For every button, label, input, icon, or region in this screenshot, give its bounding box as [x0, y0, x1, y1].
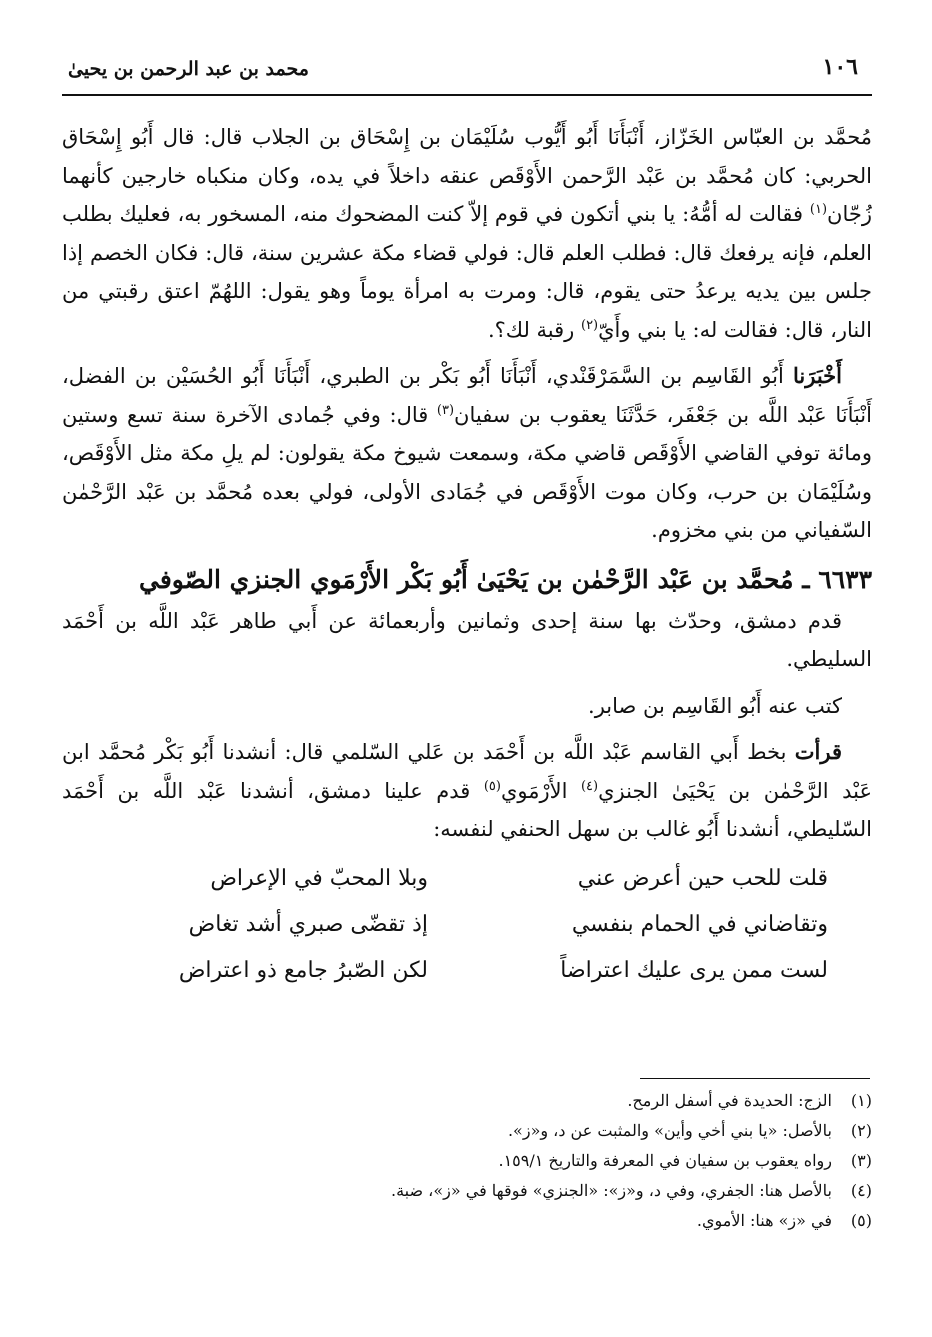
- paragraph-4: كتب عنه أَبُو القَاسِم بن صابر.: [588, 693, 842, 718]
- footnote-number: (١): [850, 1091, 872, 1110]
- paragraph-3: قدم دمشق، وحدّث بها سنة إحدى وثمانين وأربعمائة عن أَبي طاهر عَبْد اللَّه بن أَحْمَد السليطي.: [62, 608, 872, 671]
- running-title: محمد بن عبد الرحمن بن يحيىٰ: [68, 58, 309, 80]
- footnote-ref-3: (٣): [436, 402, 455, 418]
- footnote-number: (٣): [850, 1151, 872, 1170]
- verse-second-hemistich: لكن الصّبرُ جامع ذو اعتراض: [178, 958, 428, 984]
- footnote-text: بالأصل: «يا بني أخي وأين» والمثبت عن د، و«ز».: [507, 1121, 832, 1140]
- footnotes: [62, 1086, 872, 1236]
- paragraph-2-lead: أَخْبَرَنا: [793, 363, 842, 388]
- footnote-text: في «ز» هنا: الأموي.: [696, 1211, 832, 1230]
- footnote-ref-1: (١): [809, 202, 828, 217]
- footnote-text: بالأصل هنا: الجفري، وفي د، و«ز»: «الجنزي» فوقها في «ز»، ضبة.: [391, 1181, 832, 1200]
- header-rule: [62, 94, 872, 96]
- footnote: [62, 1146, 872, 1176]
- verse-first-hemistich: لست ممن يرى عليك اعتراضاً: [560, 958, 828, 984]
- footnote-number: (٤): [850, 1181, 872, 1200]
- paragraph-2: أَخْبَرَنا أَبُو القَاسِم بن السَّمَرْقَنْدي، أَنْبَأَنَا أَبُو بَكْر بن الطبري، أَنْبَأَنَا أَبُو الحُسَيْن بن الفضل، أَنْبَأَنَا عَبْد اللَّه بن جَعْفَر، حَدَّثَنَا يعقوب بن سفيان$^{(٣)}$ قال: وفي جُمادى الآخرة سنة تسع وستين ومائة توفي القاضي الأَوْقَص قاضي مكة، وسمعت شيوخ مكة يقولون: لم يلِ مكة مثل الأَوْقَص، وسُلَيْمَان بن حرب، وكان موت الأَوْقَص في جُمَادى الأولى، فولي بعده مُحمَّد بن عَبْد الرَّحْمٰن السّفياني من بني مخزوم.: [62, 363, 872, 542]
- main-text: [62, 118, 872, 995]
- paragraph-5: قرأت بخط أَبي القاسم عَبْد اللَّه بن أَحْمَد بن عَلي السّلمي قال: أنشدنا أَبُو بَكْر مُحمَّد ابن عَبْد الرَّحْمٰن بن يَحْيَىٰ الجنزي$^{(٤)}$ الأَرْمَوي$^{(٥)}$ قدم علينا دمشق، أنشدنا عَبْد اللَّه بن أَحْمَد السّليطي، أنشدنا أَبُو غالب بن سهل الحنفي لنفسه:: [62, 739, 872, 841]
- footnote-number: (٢): [850, 1121, 872, 1140]
- paragraph-5-lead: قرأت: [794, 739, 842, 764]
- footnote-text: الزج: الحديدة في أسفل الرمح.: [627, 1091, 832, 1110]
- footnote: [62, 1116, 872, 1146]
- poem-verse: [62, 949, 872, 995]
- verse-second-hemistich: إذ تقضّى صبري أشد تغاض: [188, 912, 428, 938]
- footnote: [62, 1176, 872, 1206]
- page-header: [62, 52, 872, 92]
- footnote-text: رواه يعقوب بن سفيان في المعرفة والتاريخ ١٥٩/١.: [498, 1151, 832, 1170]
- footnote: [62, 1206, 872, 1236]
- footnote: [62, 1086, 872, 1116]
- verse-first-hemistich: قلت للحب حين أعرض عني: [577, 866, 828, 892]
- poem-verse: [62, 903, 872, 949]
- paragraph-1: مُحمَّد بن العبّاس الخَزّاز، أَنْبَأَنَا أَبُو أَيُّوب سُلَيْمَان بن إِسْحَاق بن الجلاب قال: قال أَبُو إِسْحَاق الحربي: كان مُحمَّد بن عَبْد الرَّحمن الأَوْقَص عنقه داخلاً في يده، وكان منكباه خارجين كأنهما زُجّان$^{(١)}$ فقالت له أمُّهُ: يا بني أتكون في قوم إلاّ كنت المضحوك منه، المسخور به، فعليك بطلب العلم، فإنه يرفعك قال: فطلب العلم قال: فولي قضاء مكة عشرين سنة، قال: فكان الخصم إذا جلس بين يديه يرعدُ حتى يقوم، قال: ومرت به امرأة يوماً وهو يقول: اللهُمّ اعتق رقبتي من النار، قال: فقالت له: يا بني وأَيّ$^{(٢)}$ رقبة لك؟.: [62, 125, 872, 342]
- footnote-rule: [640, 1078, 870, 1079]
- entry-heading: ٦٦٣٣ ـ مُحمَّد بن عَبْد الرَّحْمٰن بن يَحْيَىٰ أَبُو بَكْر الأَرْمَوي الجنزي الصّوفي: [138, 564, 872, 594]
- footnote-number: (٥): [850, 1211, 872, 1230]
- poem-verse: [62, 857, 872, 903]
- page-number: ١٠٦: [822, 54, 858, 80]
- footnote-ref-4: (٤): [580, 778, 599, 794]
- poem: [62, 857, 872, 995]
- footnote-ref-5: (٥): [483, 778, 501, 794]
- verse-second-hemistich: وبلا المحبّ في الإعراض: [210, 866, 428, 892]
- footnote-ref-2: (٢): [580, 317, 599, 333]
- verse-first-hemistich: وتقاضاني في الحمام بنفسي: [571, 912, 828, 938]
